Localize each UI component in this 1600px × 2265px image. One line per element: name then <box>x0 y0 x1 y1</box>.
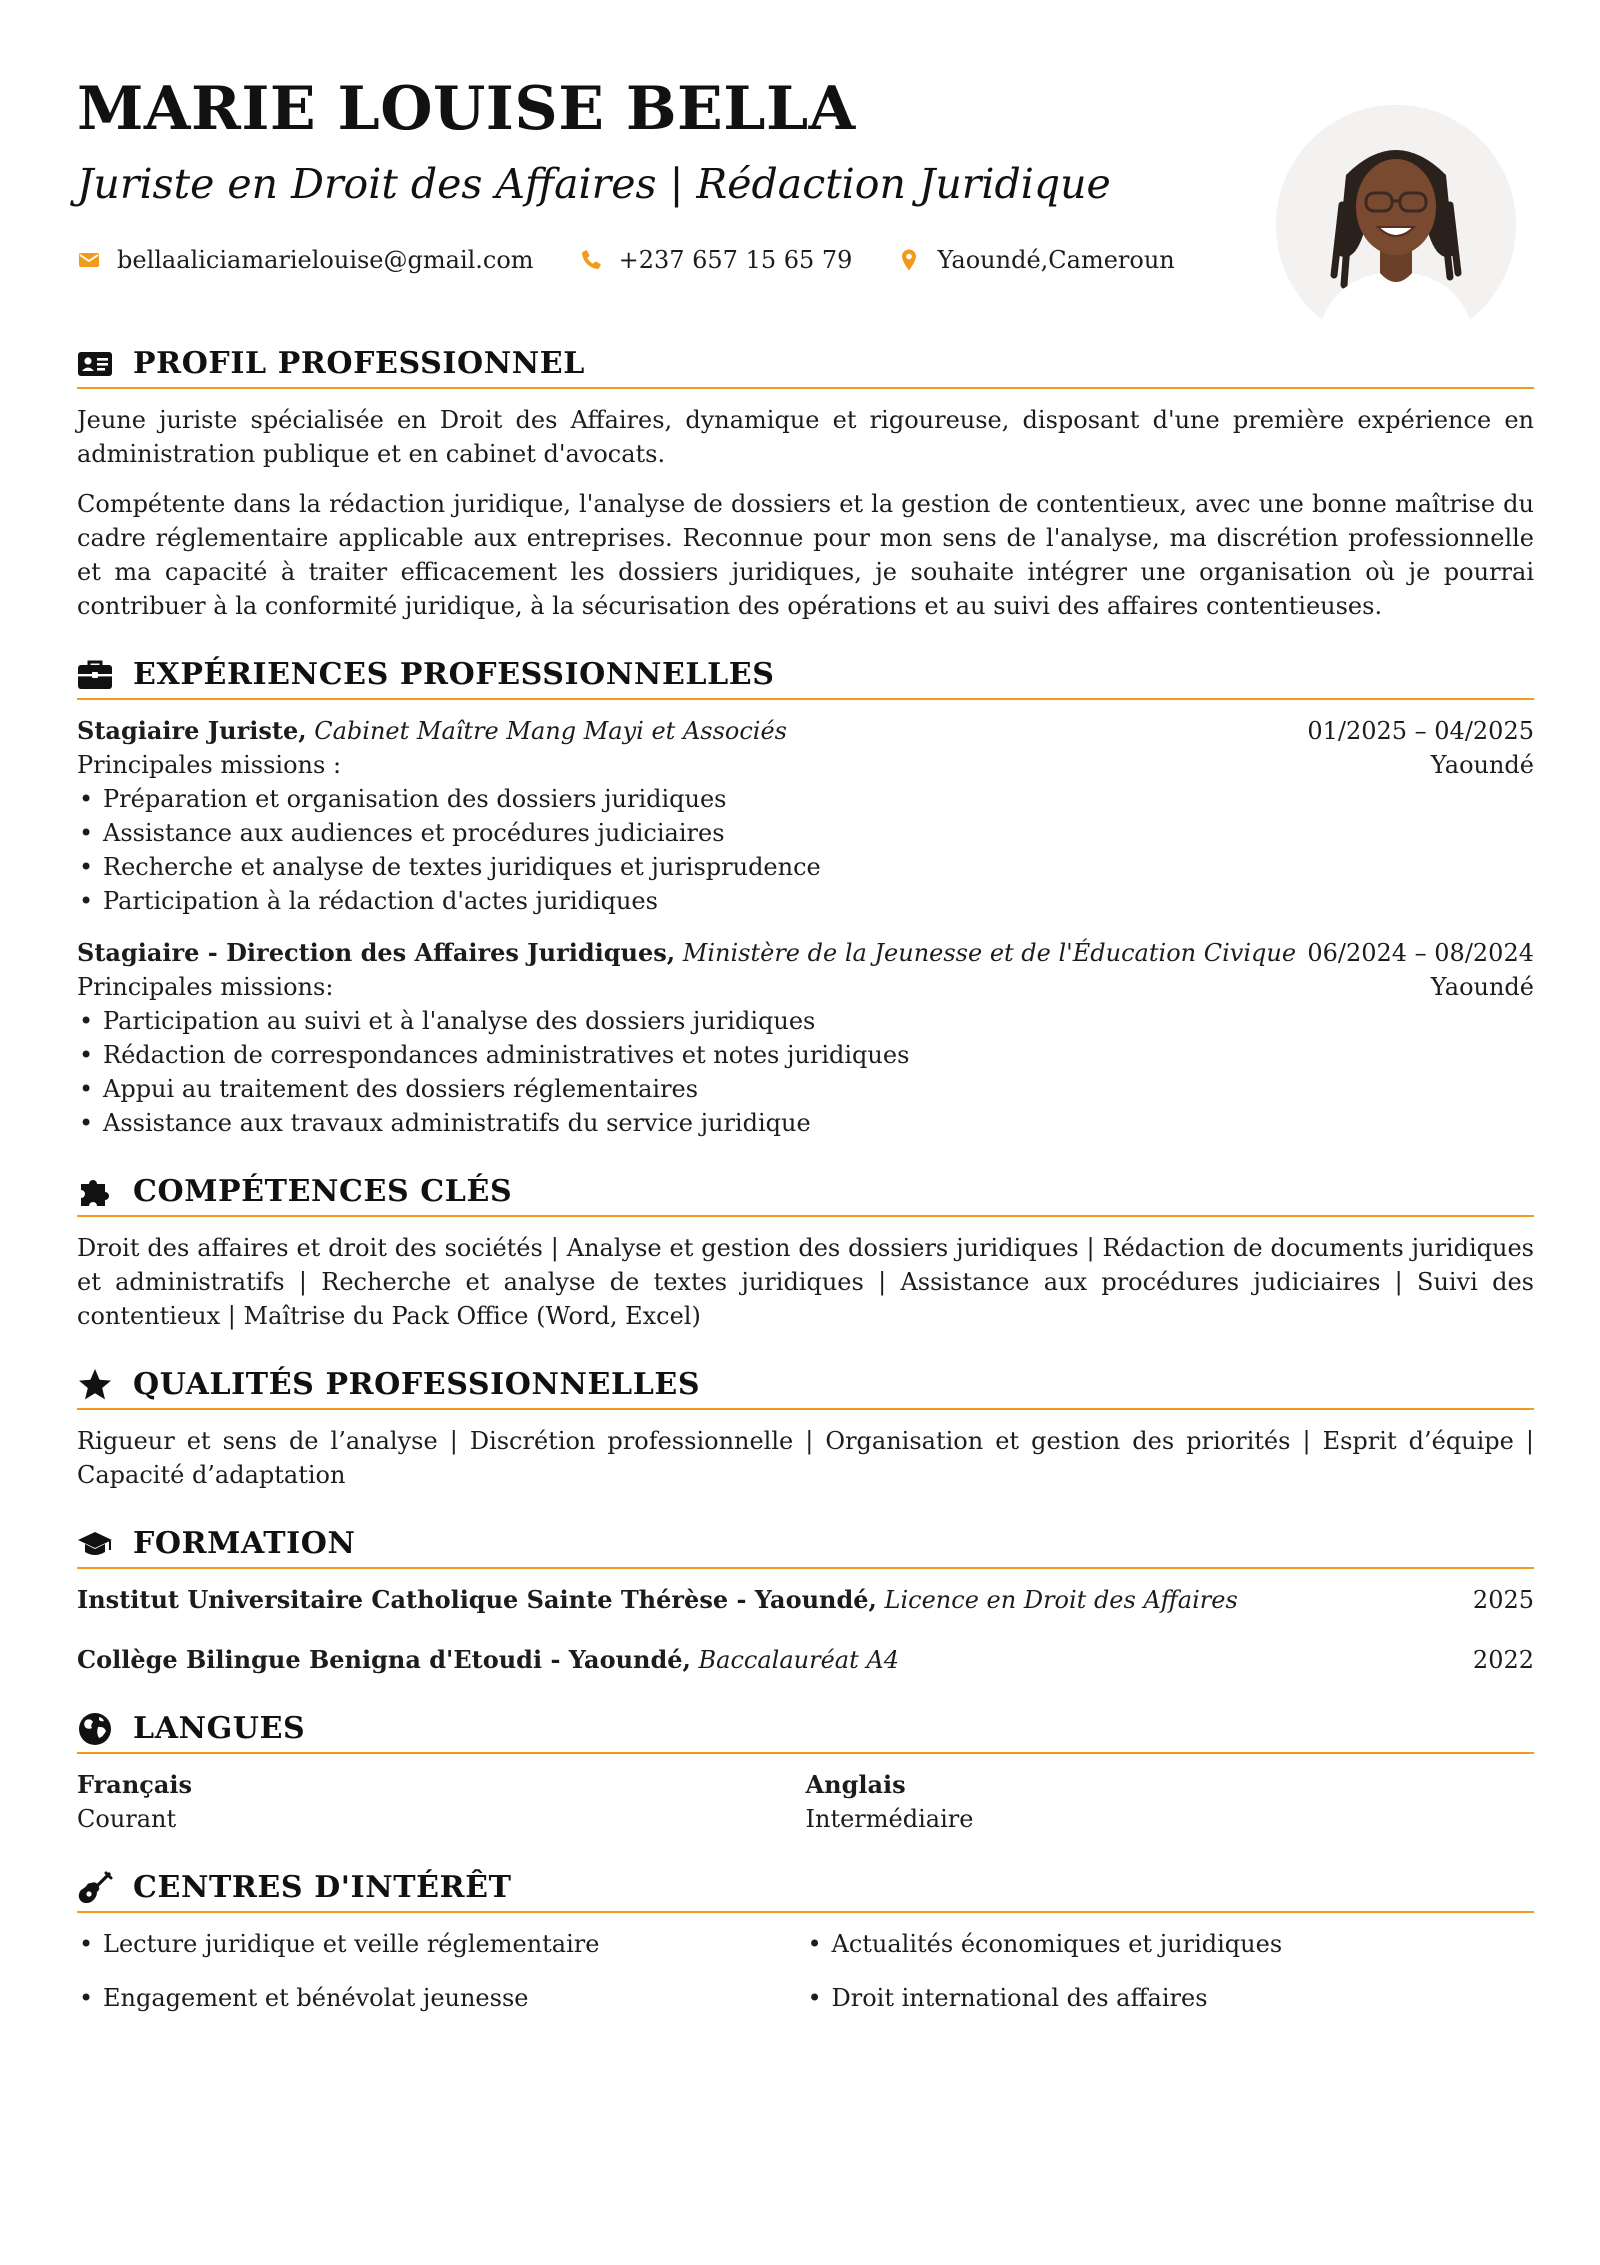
experiences-list <box>77 714 1534 1140</box>
section-qualites <box>77 1365 1534 1492</box>
profile-photo <box>1276 105 1516 345</box>
job-title-row <box>77 936 1534 970</box>
candidate-name: MARIE LOUISE BELLA <box>77 74 856 144</box>
interests-column <box>806 1927 1535 2035</box>
education-entry <box>77 1583 1534 1617</box>
star-icon <box>77 1367 113 1403</box>
interest-item: • Actualités économiques et juridiques <box>806 1927 1535 1961</box>
section-title: EXPÉRIENCES PROFESSIONNELLES <box>133 657 775 692</box>
section-header <box>77 344 1534 389</box>
section-title: FORMATION <box>133 1526 356 1561</box>
mission-item: • Préparation et organisation des dossiers juridiques <box>77 782 1534 816</box>
job-dates: 06/2024 – 08/2024 <box>1307 939 1534 967</box>
profile-paragraph: Jeune juriste spécialisée en Droit des Affaires, dynamique et rigoureuse, disposant d'une première expérience en administration publique et en cabinet d'avocats. <box>77 406 1534 468</box>
puzzle-icon <box>77 1174 113 1210</box>
job-missions-intro: Principales missions: <box>77 973 334 1001</box>
job-entry <box>77 936 1534 1140</box>
mission-item: • Rédaction de correspondances administratives et notes juridiques <box>77 1038 1534 1072</box>
language-level: Intermédiaire <box>805 1805 974 1833</box>
education-degree: Baccalauréat A4 <box>698 1646 899 1674</box>
interests-column <box>77 1927 806 2035</box>
section-title: COMPÉTENCES CLÉS <box>133 1174 513 1209</box>
graduation-cap-icon <box>77 1526 113 1562</box>
education-degree: Licence en Droit des Affaires <box>884 1586 1238 1614</box>
section-header <box>77 655 1534 700</box>
section-title: PROFIL PROFESSIONNEL <box>133 346 585 381</box>
education-heading <box>77 1643 899 1677</box>
language-entry <box>77 1768 806 1836</box>
qualities-paragraph: Rigueur et sens de l’analyse | Discrétion professionnelle | Organisation et gestion des priorités | Esprit d’équipe | Capacité d’adaptation <box>77 1427 1534 1489</box>
portrait-image <box>1276 105 1516 345</box>
education-entry <box>77 1643 1534 1677</box>
guitar-icon <box>77 1870 113 1906</box>
job-role: Stagiaire Juriste, <box>77 716 307 745</box>
section-competences <box>77 1172 1534 1333</box>
profile-paragraph: Compétente dans la rédaction juridique, l'analyse de dossiers et la gestion de contentieux, avec une bonne maîtrise du cadre réglementaire applicable aux entreprises. Reconnue pour mon sens de l'analyse, ma discrétion professionnelle et ma capacité à traiter efficacement les dossiers juridiques, je souhaite intégrer une organisation où je pourrai contribuer à la conformité juridique, à la sécurisation des opérations et au suivi des affaires contentieuses. <box>77 490 1534 620</box>
briefcase-icon <box>77 657 113 693</box>
job-sub-row <box>77 970 1534 1004</box>
job-missions-intro: Principales missions : <box>77 751 342 779</box>
language-name: Anglais <box>805 1770 906 1799</box>
qualities-text <box>77 1424 1534 1492</box>
section-profil <box>77 344 1534 623</box>
mission-item: • Recherche et analyse de textes juridiques et jurisprudence <box>77 850 1534 884</box>
profile-text <box>77 403 1534 623</box>
skills-paragraph: Droit des affaires et droit des sociétés | Analyse et gestion des dossiers juridiques | Rédaction de documents juridiques et administratifs | Recherche et analyse de textes juridiques | Assistance aux procédures judiciaires | Suivi des contentieux | Maîtrise du Pack Office (Word, Excel) <box>77 1234 1534 1330</box>
phone-text: +237 657 15 65 79 <box>618 246 853 274</box>
section-title: CENTRES D'INTÉRÊT <box>133 1870 512 1905</box>
language-entry <box>806 1768 1535 1836</box>
section-header <box>77 1172 1534 1217</box>
section-formation <box>77 1524 1534 1677</box>
interest-item: • Droit international des affaires <box>806 1981 1535 2015</box>
email-text: bellaaliciamarielouise@gmail.com <box>117 246 534 274</box>
mission-item: • Participation au suivi et à l'analyse des dossiers juridiques <box>77 1004 1534 1038</box>
job-city: Yaoundé <box>1430 973 1534 1001</box>
contact-email[interactable] <box>77 246 534 274</box>
phone-icon <box>579 248 603 272</box>
education-list <box>77 1583 1534 1677</box>
job-role: Stagiaire - Direction des Affaires Juridiques, <box>77 938 676 967</box>
job-title-row <box>77 714 1534 748</box>
job-missions <box>77 782 1534 918</box>
section-header <box>77 1524 1534 1569</box>
section-title: LANGUES <box>133 1711 306 1746</box>
interest-item: • Lecture juridique et veille réglementaire <box>77 1927 806 1961</box>
id-card-icon <box>77 346 113 382</box>
skills-text <box>77 1231 1534 1333</box>
interest-items <box>77 1927 806 2015</box>
education-school: Institut Universitaire Catholique Sainte Thérèse - Yaoundé, <box>77 1585 877 1614</box>
envelope-icon <box>77 248 101 272</box>
education-school: Collège Bilingue Benigna d'Etoudi - Yaoundé, <box>77 1645 691 1674</box>
language-name: Français <box>77 1770 193 1799</box>
section-header <box>77 1868 1534 1913</box>
section-langues <box>77 1709 1534 1836</box>
job-sub-row <box>77 748 1534 782</box>
education-year: 2022 <box>1472 1646 1534 1674</box>
mission-item: • Appui au traitement des dossiers réglementaires <box>77 1072 1534 1106</box>
job-entry <box>77 714 1534 918</box>
section-header <box>77 1709 1534 1754</box>
language-level: Courant <box>77 1805 177 1833</box>
map-pin-icon <box>897 248 921 272</box>
job-heading <box>77 936 1296 970</box>
education-heading <box>77 1583 1238 1617</box>
job-dates: 01/2025 – 04/2025 <box>1307 717 1534 745</box>
contact-row <box>77 246 1220 274</box>
mission-item: • Participation à la rédaction d'actes juridiques <box>77 884 1534 918</box>
candidate-headline: Juriste en Droit des Affaires | Rédaction Juridique <box>77 160 1111 208</box>
job-missions <box>77 1004 1534 1140</box>
section-header <box>77 1365 1534 1410</box>
mission-item: • Assistance aux audiences et procédures judiciaires <box>77 816 1534 850</box>
mission-item: • Assistance aux travaux administratifs du service juridique <box>77 1106 1534 1140</box>
interests-list <box>77 1927 1534 2035</box>
languages-list <box>77 1768 1534 1836</box>
education-year: 2025 <box>1472 1586 1534 1614</box>
resume-header <box>77 76 1534 312</box>
globe-icon <box>77 1711 113 1747</box>
contact-phone[interactable] <box>579 246 853 274</box>
section-experiences <box>77 655 1534 1140</box>
job-heading <box>77 714 787 748</box>
job-organization: Cabinet Maître Mang Mayi et Associés <box>314 717 787 745</box>
contact-location <box>897 246 1174 274</box>
section-title: QUALITÉS PROFESSIONNELLES <box>133 1367 701 1402</box>
job-city: Yaoundé <box>1430 751 1534 779</box>
location-text: Yaoundé,Cameroun <box>937 246 1175 274</box>
job-organization: Ministère de la Jeunesse et de l'Éducation Civique <box>682 939 1297 967</box>
section-interets <box>77 1868 1534 2035</box>
interest-item: • Engagement et bénévolat jeunesse <box>77 1981 806 2015</box>
interest-items <box>806 1927 1535 2015</box>
